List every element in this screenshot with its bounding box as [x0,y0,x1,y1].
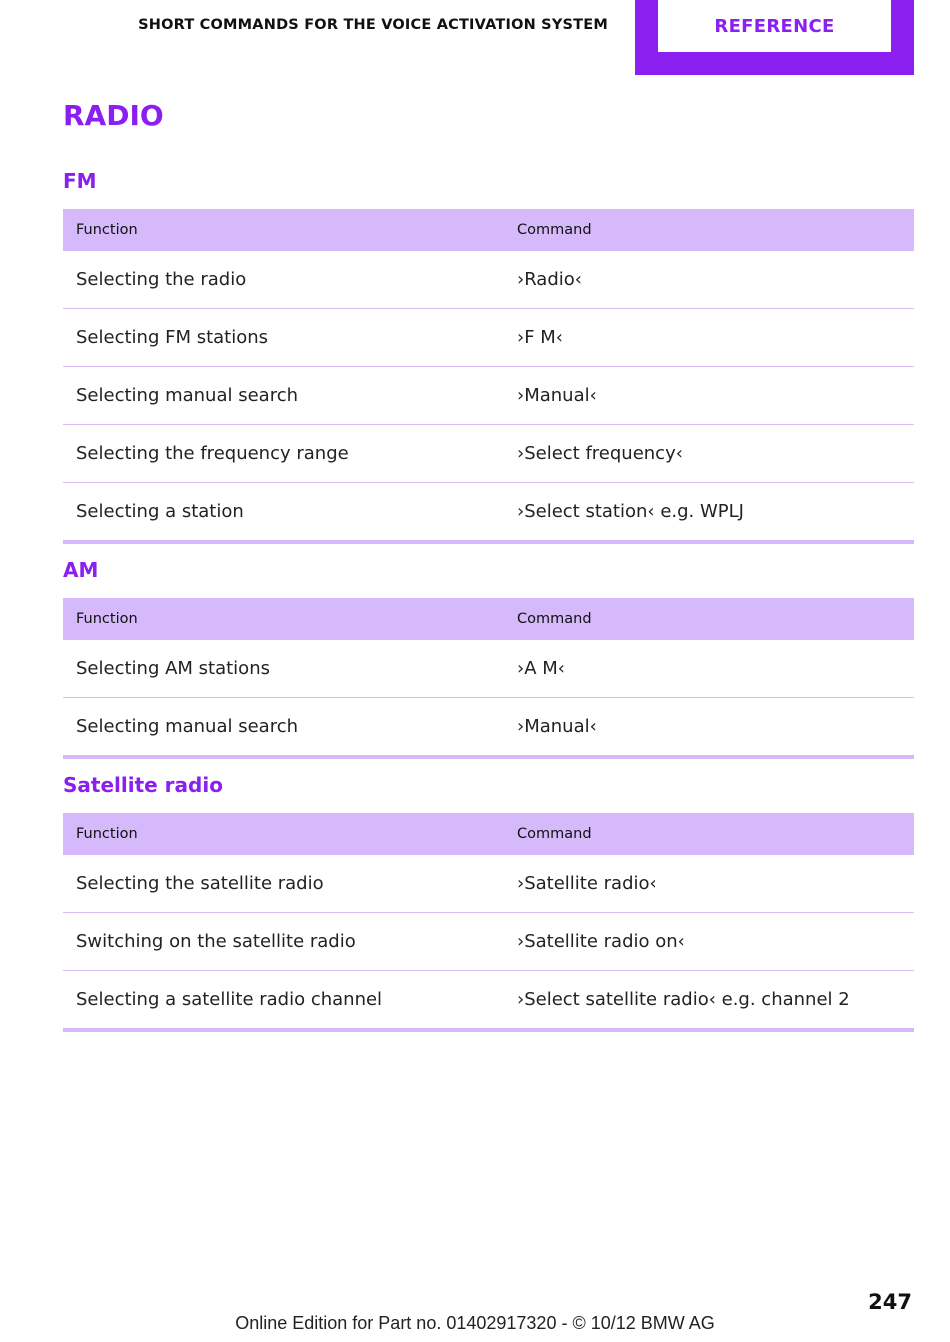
table-row [63,855,914,913]
fm-commands-table [63,209,914,544]
function-cell: Selecting the satellite radio [76,873,324,894]
table-row [63,640,914,698]
reference-tab-inner [658,0,891,52]
column-header-function: Function [76,826,138,842]
reference-tab [635,0,914,75]
table-row [63,309,914,367]
table-header [63,209,914,251]
command-cell: ›Select satellite radio‹ e.g. channel 2 [517,989,850,1010]
table-header [63,598,914,640]
section-heading-am: AM [63,558,99,582]
section-fm [63,168,914,544]
column-header-command: Command [517,222,592,238]
command-cell: ›A M‹ [517,658,565,679]
table-bottom-rule [63,1028,914,1032]
command-cell: ›Manual‹ [517,385,597,406]
function-cell: Selecting the frequency range [76,443,349,464]
page-number: 247 [868,1290,912,1314]
command-cell: ›Manual‹ [517,716,597,737]
am-commands-table [63,598,914,759]
reference-tab-label: REFERENCE [714,15,835,37]
function-cell: Switching on the satellite radio [76,931,356,952]
column-header-command: Command [517,826,592,842]
table-row [63,251,914,309]
function-cell: Selecting manual search [76,385,299,406]
table-row [63,425,914,483]
command-cell: ›Satellite radio on‹ [517,931,685,952]
command-cell: ›F M‹ [517,327,564,348]
table-row [63,483,914,540]
running-header-title: SHORT COMMANDS FOR THE VOICE ACTIVATION SYSTEM [138,17,608,33]
page-content [63,98,914,1045]
function-cell: Selecting manual search [76,716,299,737]
table-row [63,698,914,755]
column-header-function: Function [76,222,138,238]
command-cell: ›Satellite radio‹ [517,873,657,894]
table-row [63,367,914,425]
column-header-function: Function [76,611,138,627]
table-bottom-rule [63,540,914,544]
function-cell: Selecting AM stations [76,658,270,679]
section-am [63,557,914,759]
table-bottom-rule [63,755,914,759]
function-cell: Selecting a station [76,501,244,522]
function-cell: Selecting the radio [76,269,247,290]
command-cell: ›Radio‹ [517,269,582,290]
column-header-command: Command [517,611,592,627]
command-cell: ›Select station‹ e.g. WPLJ [517,501,744,522]
page-title: RADIO [63,99,164,132]
table-row [63,971,914,1028]
table-header [63,813,914,855]
section-heading-fm: FM [63,169,97,193]
command-cell: ›Select frequency‹ [517,443,683,464]
function-cell: Selecting a satellite radio channel [76,989,383,1010]
section-heading-satellite-radio: Satellite radio [63,773,223,797]
satellite-radio-commands-table [63,813,914,1032]
section-satellite-radio [63,772,914,1032]
function-cell: Selecting FM stations [76,327,269,348]
footer-edition-note: Online Edition for Part no. 01402917320 - © 10/12 BMW AG [235,1313,715,1333]
table-row [63,913,914,971]
